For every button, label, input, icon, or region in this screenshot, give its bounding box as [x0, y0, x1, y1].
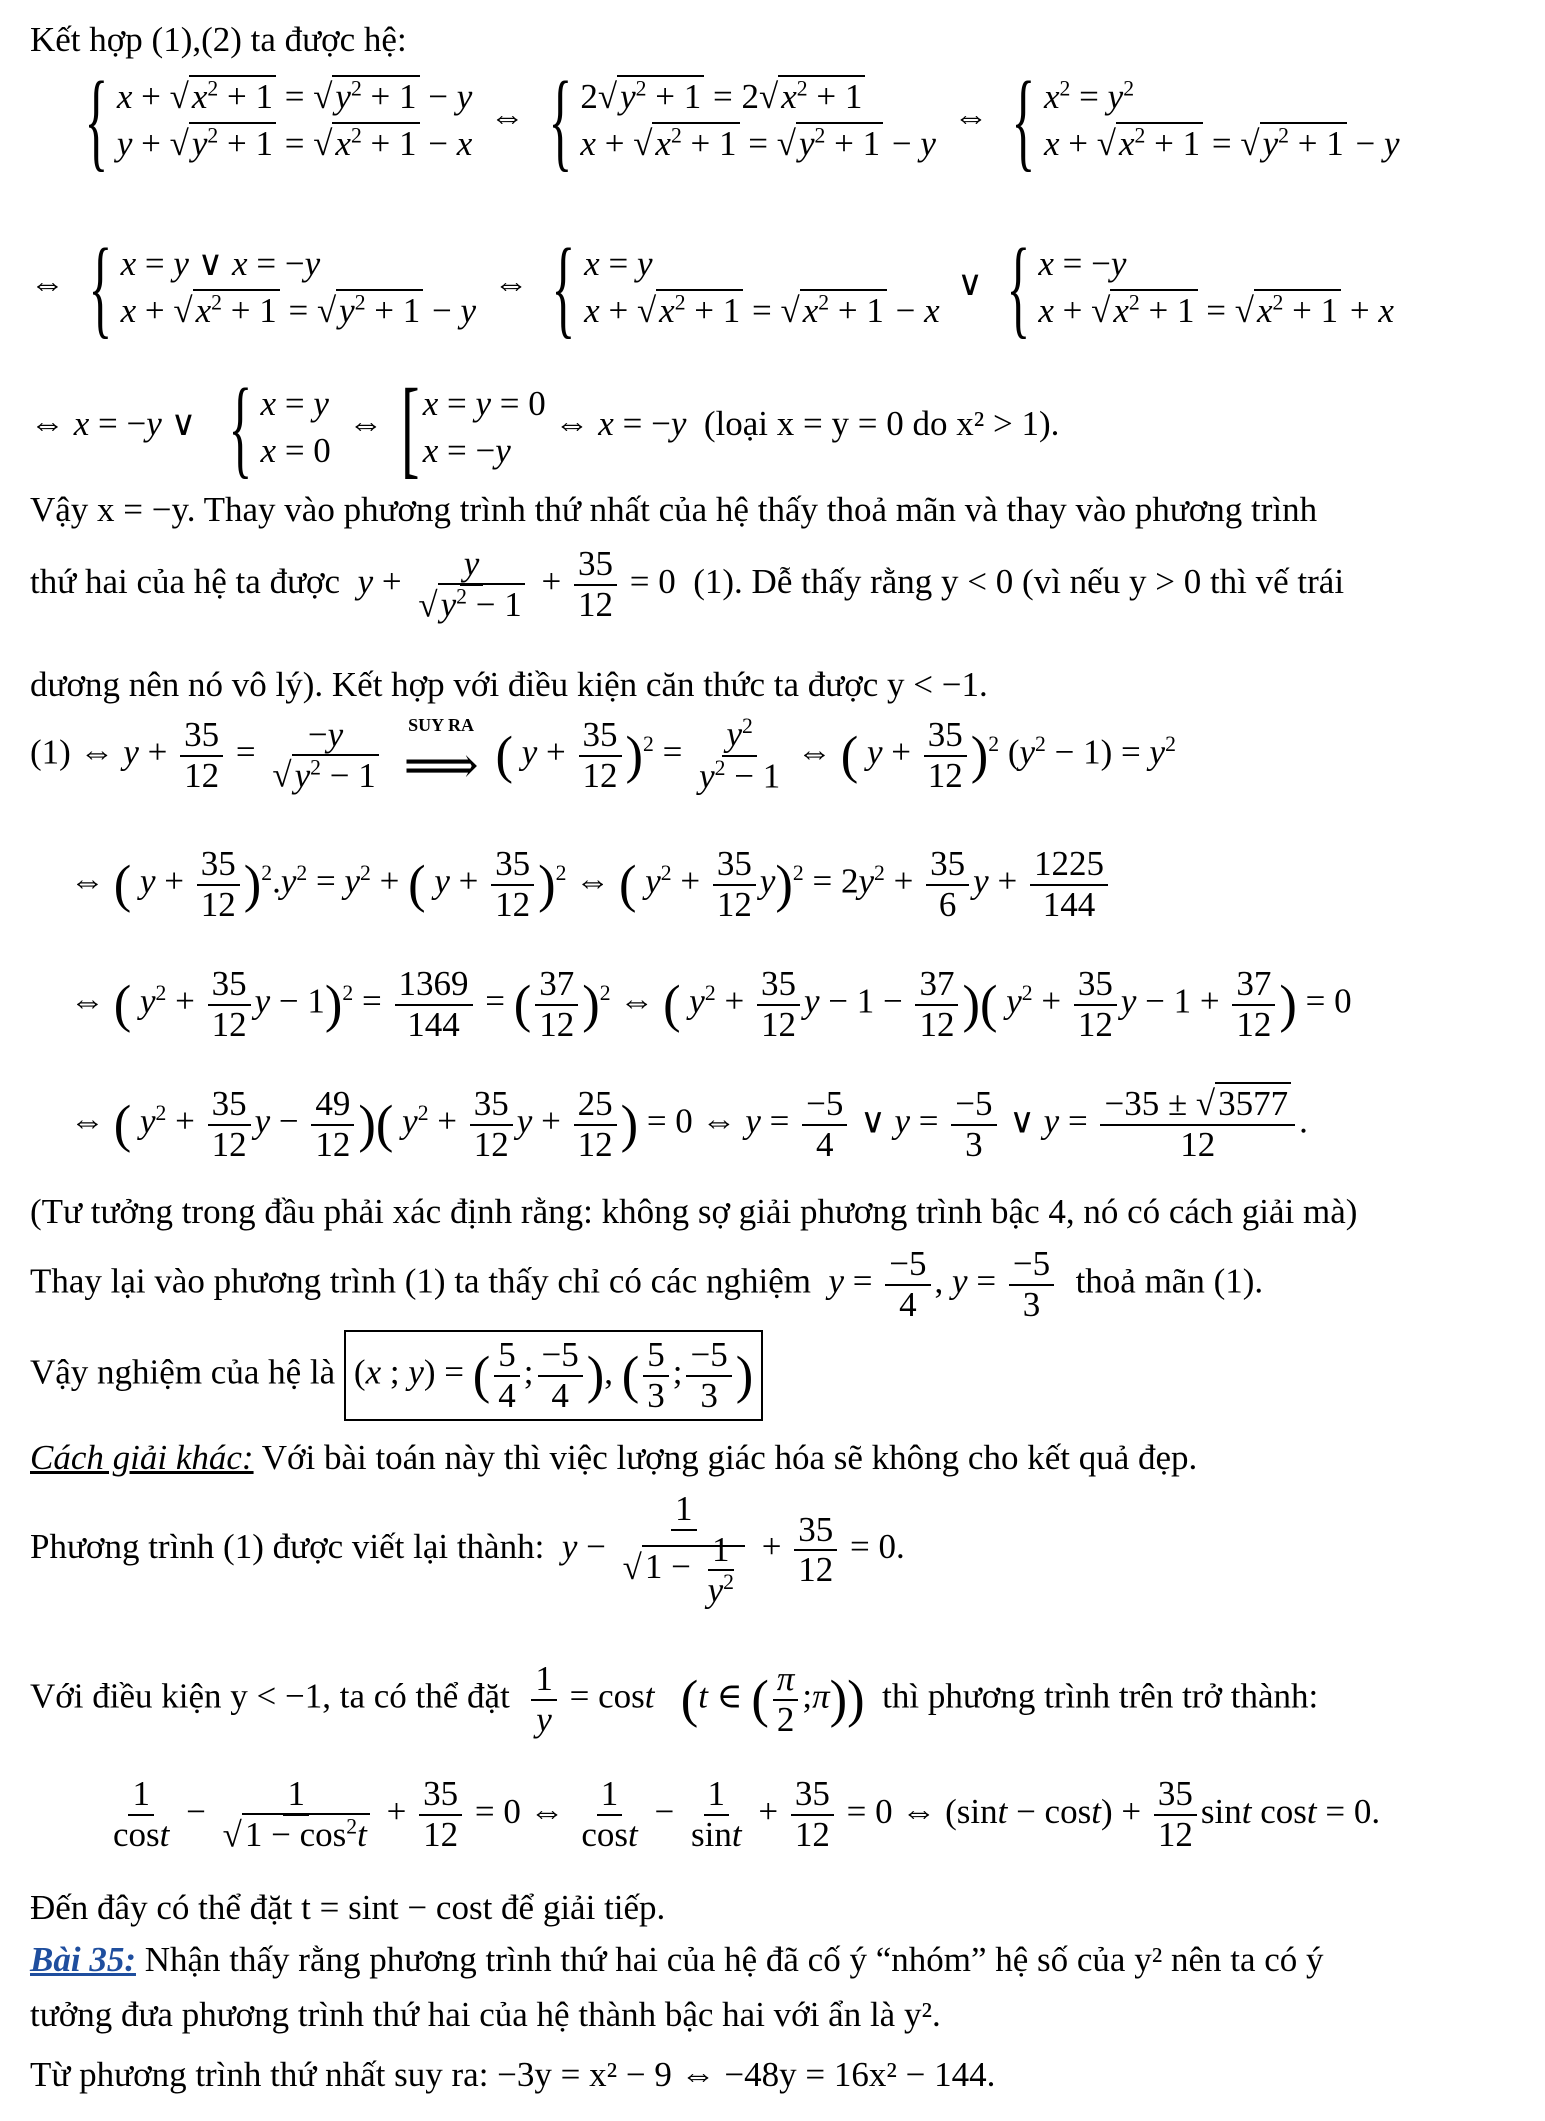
text-line-13: Thay lại vào phương trình (1) ta thấy chỉ có các nghiệm y = $\frac{-5}{4}$ , y = $\frac{-5}{3}$ thoả mãn (1). — [30, 1244, 1264, 1324]
alt-method-text: Với bài toán này thì việc lượng giác hóa sẽ không cho kết quả đẹp. — [261, 1438, 1198, 1477]
text-line-14 — [30, 1330, 763, 1421]
text-line-14-prefix: Vậy nghiệm của hệ là — [30, 1352, 336, 1392]
equation-row-7: ⇔ ( $y^2$ + $\frac{35}{12}$ y − $\frac{49}{12}$ )( $y^2$ + $\frac{35}{12}$ y + $\frac{25}{12}$ ) = 0 ⇔ y = $\frac{-5}{4}$ ∨ y = $\frac{-5}{3}$ ∨ y = $\frac{-35 \pm √3577}{12}$ . — [70, 1084, 1308, 1164]
text-line-6-suffix: (1). Dễ thấy rằng y < 0 (vì nếu y > 0 thì vế trái — [693, 561, 1345, 601]
equation-row-6: ⇔ ( $y^2$ + $\frac{35}{12}$ y − 1)$^2$ = $\frac{1369}{144}$ = ( $\frac{37}{12}$ )$^2$ ⇔ ( $y^2$ + $\frac{35}{12}$ y − 1 − $\frac{37}{12}$ )( $y^2$ + $\frac{35}{12}$ y − 1 + $\frac{37}{12}$ ) = 0 — [70, 964, 1352, 1044]
equation-row-2: ⇔ { x = y ∨ x = −y $x + √x^2 + 1 = √y^2 + 1 - y$ ⇔ { x = y $x + √x^2 + 1 = √x^2 + 1 - x$ ∨ { x = −y $x + √x^2 + 1 = √x^2 + 1 + x$ — [30, 226, 1394, 348]
text-line-6: thứ hai của hệ ta được y + $\frac{y}{√y^2 - 1}$ + $\frac{35}{12}$ = 0 (1). Dễ thấy rằng y < 0 (vì nếu y > 0 thì vế trái — [30, 544, 1345, 625]
exercise-35-text: Nhận thấy rằng phương trình thứ hai của hệ đã cố ý “nhóm” hệ số của y² nên ta có ý — [144, 1940, 1324, 1979]
text-line-16-prefix: Phương trình (1) được viết lại thành: — [30, 1527, 545, 1567]
text-line-12: (Tư tưởng trong đầu phải xác định rằng: không sợ giải phương trình bậc 4, nó có cách giải mà) — [30, 1192, 1358, 1231]
text-line-19: Đến đây có thể đặt t = sint − cost để giải tiếp. — [30, 1888, 666, 1927]
answer-box: (x ; y) = ( $\frac{5}{4}$ ; $\frac{-5}{4}$ ), ( $\frac{5}{3}$ ; $\frac{-5}{3}$ ) — [344, 1330, 763, 1421]
text-line-13-suffix: thoả mãn (1). — [1075, 1261, 1264, 1301]
alt-method-label: Cách giải khác: — [30, 1438, 254, 1477]
equation-row-3: ⇔ x = −y ∨ { x = y x = 0 ⇔ [ x = y = 0 x = −y ⇔ x = −y (loại x = y = 0 do x² > 1). — [30, 366, 1060, 488]
text-line-20 — [30, 1940, 1324, 1980]
text-line-16: Phương trình (1) được viết lại thành: y − 1 √1 − $\frac{1}{y^2}$ + $\frac{35}{12}$ = 0. — [30, 1489, 905, 1610]
equation-row-5: ⇔ ( y + $\frac{35}{12}$ )$^2.y^2 = y^2$ + ( y + $\frac{35}{12}$ )$^2$ ⇔ ( $y^2$ + $\frac{35}{12}$ $y)^2 = 2y^2$ + $\frac{35}{6}$ y + $\frac{1225}{144}$ — [70, 845, 1112, 924]
text-line-13-prefix: Thay lại vào phương trình (1) ta thấy chỉ có các nghiệm — [30, 1261, 811, 1301]
text-line-1: Kết hợp (1),(2) ta được hệ: — [30, 20, 407, 59]
text-line-22: Từ phương trình thứ nhất suy ra: −3y = x² − 9 ⇔ −48y = 16x² − 144. — [30, 2055, 996, 2094]
equation-row-4: (1) ⇔ y + $\frac{35}{12}$ = $\frac{-y}{√y^2 - 1}$ SUY RA ⟹ ( y + $\frac{35}{12}$ )$^2$ = $\frac{y^2}{y^2 - 1}$ ⇔ ( y + $\frac{35}{12}$ )$^2$ $(y^2 - 1) = y^2$ — [30, 714, 1176, 796]
exercise-35-link[interactable]: Bài 35: — [30, 1940, 136, 1979]
text-line-21: tưởng đưa phương trình thứ hai của hệ thành bậc hai với ẩn là y². — [30, 1995, 941, 2034]
text-line-5: Vậy x = −y. Thay vào phương trình thứ nhất của hệ thấy thoả mãn và thay vào phương trình — [30, 490, 1318, 529]
text-line-6-prefix: thứ hai của hệ ta được — [30, 561, 341, 601]
equation-row-8: $\frac{1}{\cos t}$ − $\frac{1}{√1 - \cos^2t}$ + $\frac{35}{12}$ = 0 ⇔ $\frac{1}{\cos t}$ − $\frac{1}{\sin t}$ + $\frac{35}{12}$ = 0 ⇔ (sint − cost) + $\frac{35}{12}$ sint cost = 0. — [113, 1774, 1381, 1855]
text-line-17: Với điều kiện y < −1, ta có thể đặt $\frac{1}{y}$ = cost (t ∈ ( $\frac{\pi}{2}$ ;π)) thì phương trình trên trở thành: — [30, 1659, 1319, 1739]
text-line-15 — [30, 1438, 1197, 1478]
text-line-17-suffix: thì phương trình trên trở thành: — [882, 1676, 1319, 1716]
text-line-17-prefix: Với điều kiện y < −1, ta có thể đặt — [30, 1676, 510, 1716]
equation-row-1: { $x + √x^2 + 1 = √y^2 + 1 - y$ $y + √y^2 + 1 = √x^2 + 1 - x$ ⇔ { $2√y^2 + 1 = 2√x^2 + 1$ $x + √x^2 + 1 = √y^2 + 1 - y$ ⇔ { $x^2 = y^2$ $x + √x^2 + 1 = √y^2 + 1 - y$ — [84, 59, 1400, 181]
text-line-7: dương nên nó vô lý). Kết hợp với điều kiện căn thức ta được y < −1. — [30, 665, 988, 704]
text-line-4-suffix: (loại x = y = 0 do x² > 1). — [703, 404, 1060, 444]
suy-ra-label: SUY RA — [408, 715, 475, 735]
